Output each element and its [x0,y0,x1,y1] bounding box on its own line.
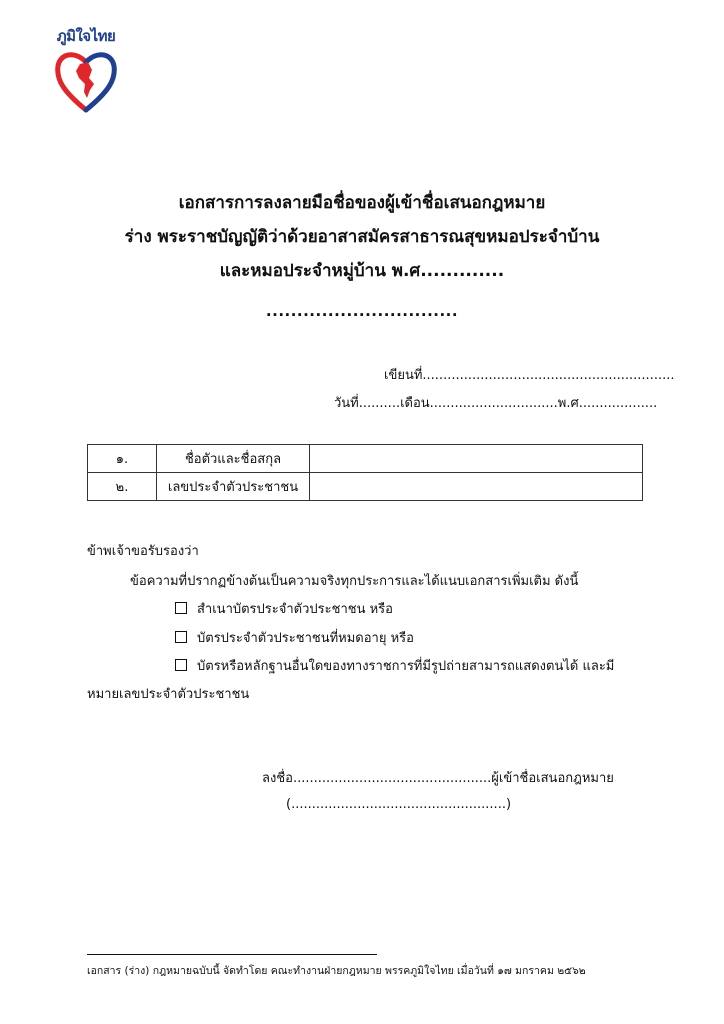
option-label: บัตรหรือหลักฐานอื่นใดของทางราชการที่มีรูปถ่ายสามารถแสดงตนได้ และมี [197,659,615,674]
title-line-2: ร่าง พระราชบัญญัติว่าด้วยอาสาสมัครสาธารณสุขหมอประจำบ้าน [124,227,600,247]
title-line-1: เอกสารการลงลายมือชื่อของผู้เข้าชื่อเสนอกฎหมาย [178,193,546,213]
name-value-field[interactable] [310,445,643,473]
footnote: เอกสาร (ร่าง) กฎหมายฉบับนี้ จัดทำโดย คณะทำงานฝ่ายกฎหมาย พรรคภูมิใจไทย เมื่อวันที่ ๑๗ มกราคม ๒๕๖๒ [87,965,586,977]
certify-heading: ข้าพเจ้าขอรับรองว่า [87,544,199,559]
checkbox-icon[interactable] [175,631,187,643]
option-label: บัตรประจำตัวประชาชนที่หมดอายุ หรือ [197,631,414,646]
row-number: ๒. [88,473,157,501]
footnote-divider [87,954,377,955]
option-continuation: หมายเลขประจำตัวประชาชน [87,687,250,702]
id-value-field[interactable] [310,473,643,501]
heart-map-icon [54,46,118,114]
option-label: สำเนาบัตรประจำตัวประชาชน หรือ [197,602,393,617]
table-row [88,445,643,473]
date-field: วันที่..........เดือน...............................พ.ศ................... [334,396,658,411]
table-row [88,473,643,501]
signature-line: ลงชื่อ................................................ผู้เข้าชื่อเสนอกฎหมาย [262,771,614,786]
row-label: ชื่อตัวและชื่อสกุล [157,445,310,473]
row-label: เลขประจำตัวประชาชน [157,473,310,501]
title-line-4: ............................... [265,302,459,320]
row-number: ๑. [88,445,157,473]
option-other-document[interactable] [175,655,614,676]
certify-paragraph: ข้อความที่ปรากฏข้างต้นเป็นความจริงทุกประการและได้แนบเอกสารเพิ่มเติม ดังนี้ [130,574,579,589]
option-id-copy[interactable] [175,598,393,619]
place-written-field: เขียนที่............................................................. [384,368,675,383]
checkbox-icon[interactable] [175,602,187,614]
document-title [0,186,724,328]
title-line-3: และหมอประจำหมู่บ้าน พ.ศ............. [219,261,505,281]
logo-text: ภูมิใจไทย [56,27,116,45]
checkbox-icon[interactable] [175,659,187,671]
printed-name-line: (....................................................) [286,797,512,812]
option-expired-id[interactable] [175,627,414,648]
party-logo [50,24,122,114]
info-table [87,444,643,501]
